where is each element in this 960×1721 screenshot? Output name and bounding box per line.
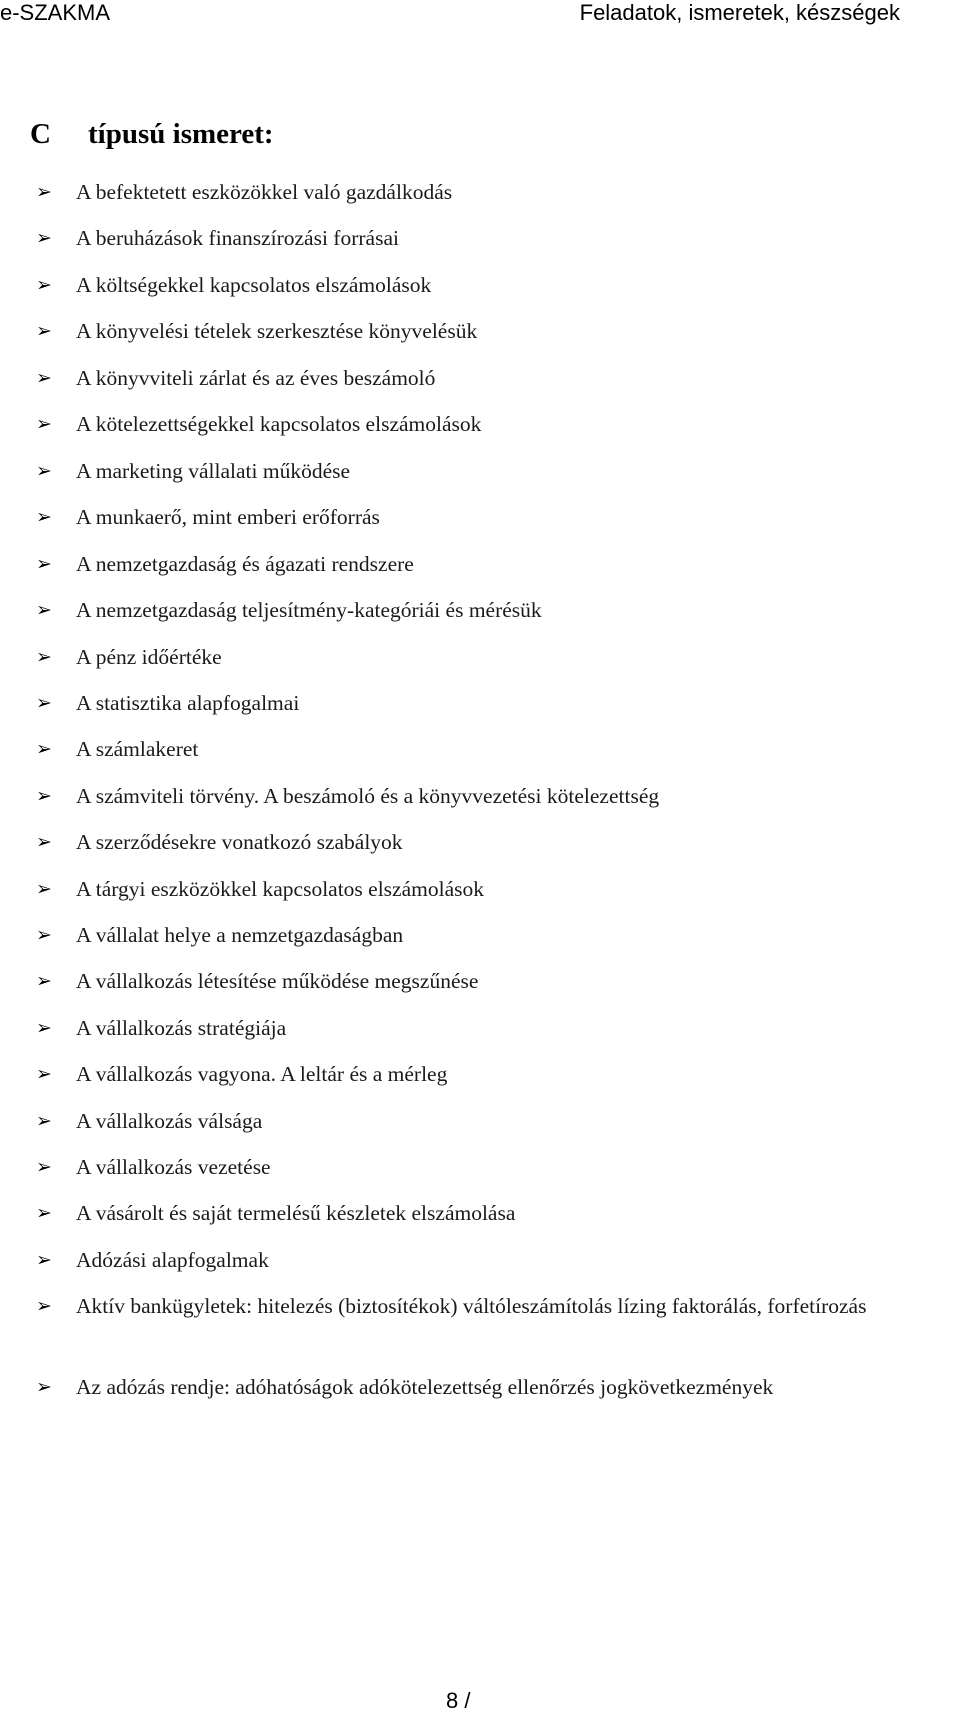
- section-letter: C: [30, 118, 51, 150]
- arrowhead-bullet-icon: ➢: [36, 1110, 52, 1132]
- list-item-text: Adózási alapfogalmak: [76, 1248, 269, 1272]
- list-item-text: A vállalkozás válsága: [76, 1109, 263, 1133]
- arrowhead-bullet-icon: ➢: [36, 1295, 52, 1317]
- arrowhead-bullet-icon: ➢: [36, 460, 52, 482]
- arrowhead-bullet-icon: ➢: [36, 646, 52, 668]
- arrowhead-bullet-icon: ➢: [36, 1017, 52, 1039]
- list-item-text: A vállalkozás létesítése működése megszűnése: [76, 969, 479, 993]
- list-item-text: A vállalkozás stratégiája: [76, 1016, 287, 1040]
- arrowhead-bullet-icon: ➢: [36, 599, 52, 621]
- list-item-text: A statisztika alapfogalmai: [76, 691, 300, 715]
- list-item-text: A vállalkozás vagyona. A leltár és a mérleg: [76, 1062, 448, 1086]
- list-item-text: A vállalkozás vezetése: [76, 1155, 271, 1179]
- arrowhead-bullet-icon: ➢: [36, 1202, 52, 1224]
- arrowhead-bullet-icon: ➢: [36, 878, 52, 900]
- arrowhead-bullet-icon: ➢: [36, 924, 52, 946]
- arrowhead-bullet-icon: ➢: [36, 738, 52, 760]
- arrowhead-bullet-icon: ➢: [36, 181, 52, 203]
- list-item-text: A számlakeret: [76, 737, 199, 761]
- list-item-text: A nemzetgazdaság és ágazati rendszere: [76, 552, 414, 576]
- list-item-text: A könyvelési tételek szerkesztése könyvelésük: [76, 319, 478, 343]
- list-item-text: A nemzetgazdaság teljesítmény-kategóriái és mérésük: [76, 598, 542, 622]
- header-brand: e-SZAKMA: [0, 0, 111, 25]
- list-item-text: A beruházások finanszírozási forrásai: [76, 226, 399, 250]
- list-item-text: A munkaerő, mint emberi erőforrás: [76, 505, 380, 529]
- arrowhead-bullet-icon: ➢: [36, 692, 52, 714]
- list-item-text: A vállalat helye a nemzetgazdaságban: [76, 923, 404, 947]
- list-item-text: A könyvviteli zárlat és az éves beszámoló: [76, 366, 436, 390]
- arrowhead-bullet-icon: ➢: [36, 1156, 52, 1178]
- arrowhead-bullet-icon: ➢: [36, 413, 52, 435]
- arrowhead-bullet-icon: ➢: [36, 1249, 52, 1271]
- list-item-text: A vásárolt és saját termelésű készletek elszámolása: [76, 1201, 516, 1225]
- list-item-text: A marketing vállalati működése: [76, 459, 351, 483]
- arrowhead-bullet-icon: ➢: [36, 1376, 52, 1398]
- section-heading: [30, 117, 274, 151]
- list-item-text: A kötelezettségekkel kapcsolatos elszámolások: [76, 412, 482, 436]
- arrowhead-bullet-icon: ➢: [36, 367, 52, 389]
- arrowhead-bullet-icon: ➢: [36, 970, 52, 992]
- list-item-text: A költségekkel kapcsolatos elszámolások: [76, 273, 432, 297]
- list-item-text: A tárgyi eszközökkel kapcsolatos elszámolások: [76, 877, 484, 901]
- header-subtitle: Feladatok, ismeretek, készségek: [579, 0, 900, 25]
- arrowhead-bullet-icon: ➢: [36, 1063, 52, 1085]
- arrowhead-bullet-icon: ➢: [36, 831, 52, 853]
- section-title: típusú ismeret:: [88, 118, 274, 150]
- arrowhead-bullet-icon: ➢: [36, 320, 52, 342]
- page-number: 8 /: [446, 1688, 471, 1713]
- arrowhead-bullet-icon: ➢: [36, 553, 52, 575]
- list-item-text: Az adózás rendje: adóhatóságok adókötelezettség ellenőrzés jogkövetkezmények: [76, 1375, 774, 1399]
- list-item-text: Aktív bankügyletek: hitelezés (biztosítékok) váltóleszámítolás lízing faktorálás, forfetírozás: [76, 1294, 867, 1318]
- arrowhead-bullet-icon: ➢: [36, 785, 52, 807]
- list-item-text: A befektetett eszközökkel való gazdálkodás: [76, 180, 453, 204]
- arrowhead-bullet-icon: ➢: [36, 506, 52, 528]
- list-item-text: A szerződésekre vonatkozó szabályok: [76, 830, 403, 854]
- page-header: [0, 0, 960, 30]
- list-item-text: A számviteli törvény. A beszámoló és a könyvvezetési kötelezettség: [76, 784, 660, 808]
- arrowhead-bullet-icon: ➢: [36, 227, 52, 249]
- arrowhead-bullet-icon: ➢: [36, 274, 52, 296]
- list-item-text: A pénz időértéke: [76, 645, 222, 669]
